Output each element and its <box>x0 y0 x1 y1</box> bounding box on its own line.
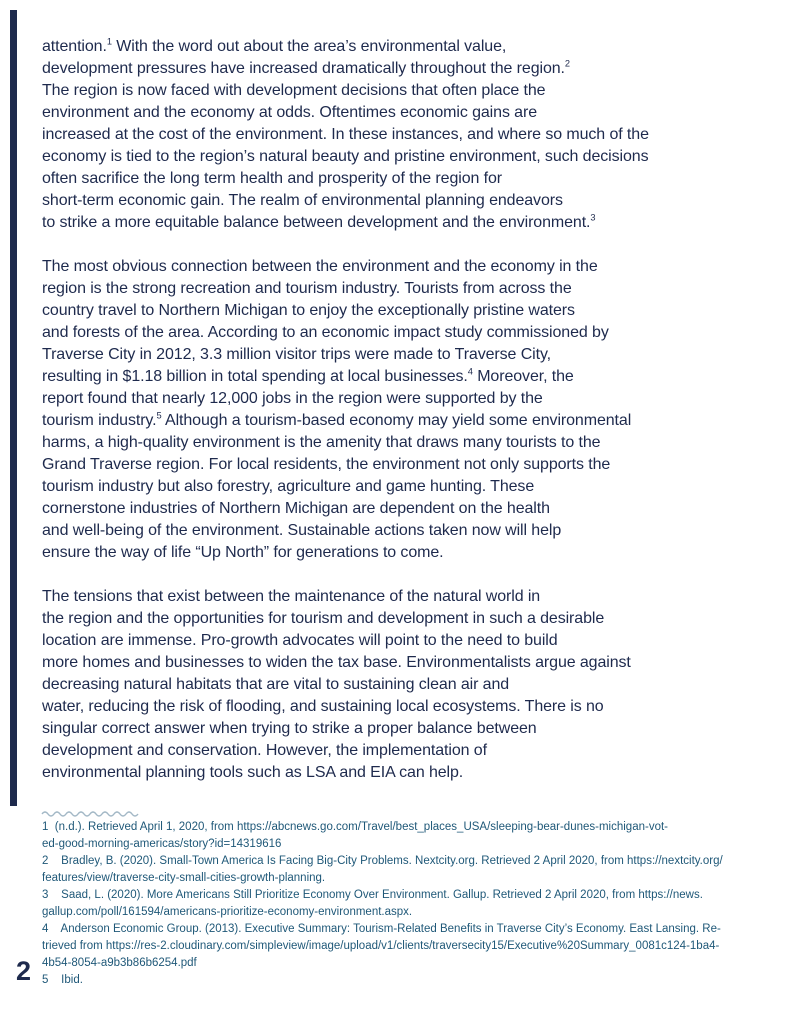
text-line: water, reducing the risk of flooding, and sustaining local ecosystems. There is no <box>42 698 604 715</box>
text-line: more homes and businesses to widen the tax base. Environmentalists argue against <box>42 654 631 671</box>
footnote-line: 4b54-8054-a9b3b86b6254.pdf <box>42 957 197 969</box>
footnote-line: 4 Anderson Economic Group. (2013). Executive Summary: Tourism-Related Benefits in Traverse City’s Economy. East Lansing. Re- <box>42 923 721 935</box>
text-line: tourism industry but also forestry, agriculture and game hunting. These <box>42 478 535 495</box>
footnotes <box>42 819 767 989</box>
text-line: decreasing natural habitats that are vital to sustaining clean air and <box>42 676 510 693</box>
text-line: environment and the economy at odds. Oftentimes economic gains are <box>42 104 538 121</box>
page-number: 2 <box>16 956 32 986</box>
footnote-line: ed-good-morning-americas/story?id=14319616 <box>42 838 282 850</box>
text-line: environmental planning tools such as LSA and EIA can help. <box>42 764 464 781</box>
text-line: and forests of the area. According to an economic impact study commissioned by <box>42 324 609 341</box>
footnote-line: features/view/traverse-city-small-cities-growth-planning. <box>42 872 326 884</box>
footnote-line: 2 Bradley, B. (2020). Small-Town America Is Facing Big-City Problems. Nextcity.org. Retrieved 2 April 2020, from https://nextcity.org/ <box>42 855 723 867</box>
footnote-line: 1 (n.d.). Retrieved April 1, 2020, from https://abcnews.go.com/Travel/best_places_USA/sleeping-bear-dunes-michigan-vot- <box>42 821 668 833</box>
footnote-line: trieved from https://res-2.cloudinary.com/simpleview/image/upload/v1/clients/traversecity15/Executive%20Summary_0081c124-1ba4- <box>42 940 720 952</box>
text-line: economy is tied to the region’s natural beauty and pristine environment, such decisions <box>42 148 649 165</box>
text-line: development pressures have increased dramatically throughout the region.$^2$ <box>42 58 570 77</box>
text-line: Grand Traverse region. For local residents, the environment not only supports the <box>42 456 611 473</box>
footnote-reference: 4 <box>467 366 473 377</box>
text-line: harms, a high-quality environment is the amenity that draws many tourists to the <box>42 434 601 451</box>
footnote-reference: 1 <box>106 36 112 47</box>
left-margin-rule <box>10 10 17 806</box>
text-line: short-term economic gain. The realm of environmental planning endeavors <box>42 192 563 209</box>
footnote-separator <box>41 809 139 817</box>
footnote-reference: 3 <box>590 212 596 223</box>
text-line: often sacrifice the long term health and prosperity of the region for <box>42 170 503 187</box>
text-line: tourism industry.$^5$ Although a tourism-based economy may yield some environmental <box>42 410 632 429</box>
text-line: Traverse City in 2012, 3.3 million visitor trips were made to Traverse City, <box>42 346 552 363</box>
text-line: and well-being of the environment. Sustainable actions taken now will help <box>42 522 562 539</box>
text-line: The tensions that exist between the maintenance of the natural world in <box>42 588 541 605</box>
text-line: The most obvious connection between the environment and the economy in the <box>42 258 598 275</box>
footnote-reference: 5 <box>156 410 162 421</box>
text-line: ensure the way of life “Up North” for generations to come. <box>42 544 444 561</box>
paragraph <box>42 256 762 564</box>
text-line: country travel to Northern Michigan to enjoy the exceptionally pristine waters <box>42 302 575 319</box>
text-line: the region and the opportunities for tourism and development in such a desirable <box>42 610 605 627</box>
text-line: cornerstone industries of Northern Michigan are dependent on the health <box>42 500 550 517</box>
footnote-line: 3 Saad, L. (2020). More Americans Still Prioritize Economy Over Environment. Gallup. Retrieved 2 April 2020, from https://news. <box>42 889 703 901</box>
text-line: region is the strong recreation and tourism industry. Tourists from across the <box>42 280 572 297</box>
footnote-separator-wave <box>42 812 138 816</box>
text-line: resulting in $1.18 billion in total spending at local businesses.$^4$ Moreover, the <box>42 366 574 385</box>
footnote-line: gallup.com/poll/161594/americans-prioritize-economy-environment.aspx. <box>42 906 413 918</box>
footnote-reference: 2 <box>564 58 570 69</box>
paragraph <box>42 36 762 234</box>
text-line: report found that nearly 12,000 jobs in the region were supported by the <box>42 390 543 407</box>
text-line: attention.$^1$ With the word out about the area’s environmental value, <box>42 36 507 55</box>
text-line: The region is now faced with development decisions that often place the <box>42 82 546 99</box>
text-line: singular correct answer when trying to strike a proper balance between <box>42 720 537 737</box>
footnote-line: 5 Ibid. <box>42 974 83 986</box>
text-line: location are immense. Pro-growth advocates will point to the need to build <box>42 632 558 649</box>
text-line: increased at the cost of the environment. In these instances, and where so much of the <box>42 126 649 143</box>
text-line: development and conservation. However, the implementation of <box>42 742 487 759</box>
text-line: to strike a more equitable balance between development and the environment.$^3$ <box>42 212 596 231</box>
body-text <box>42 36 762 806</box>
paragraph <box>42 586 762 784</box>
